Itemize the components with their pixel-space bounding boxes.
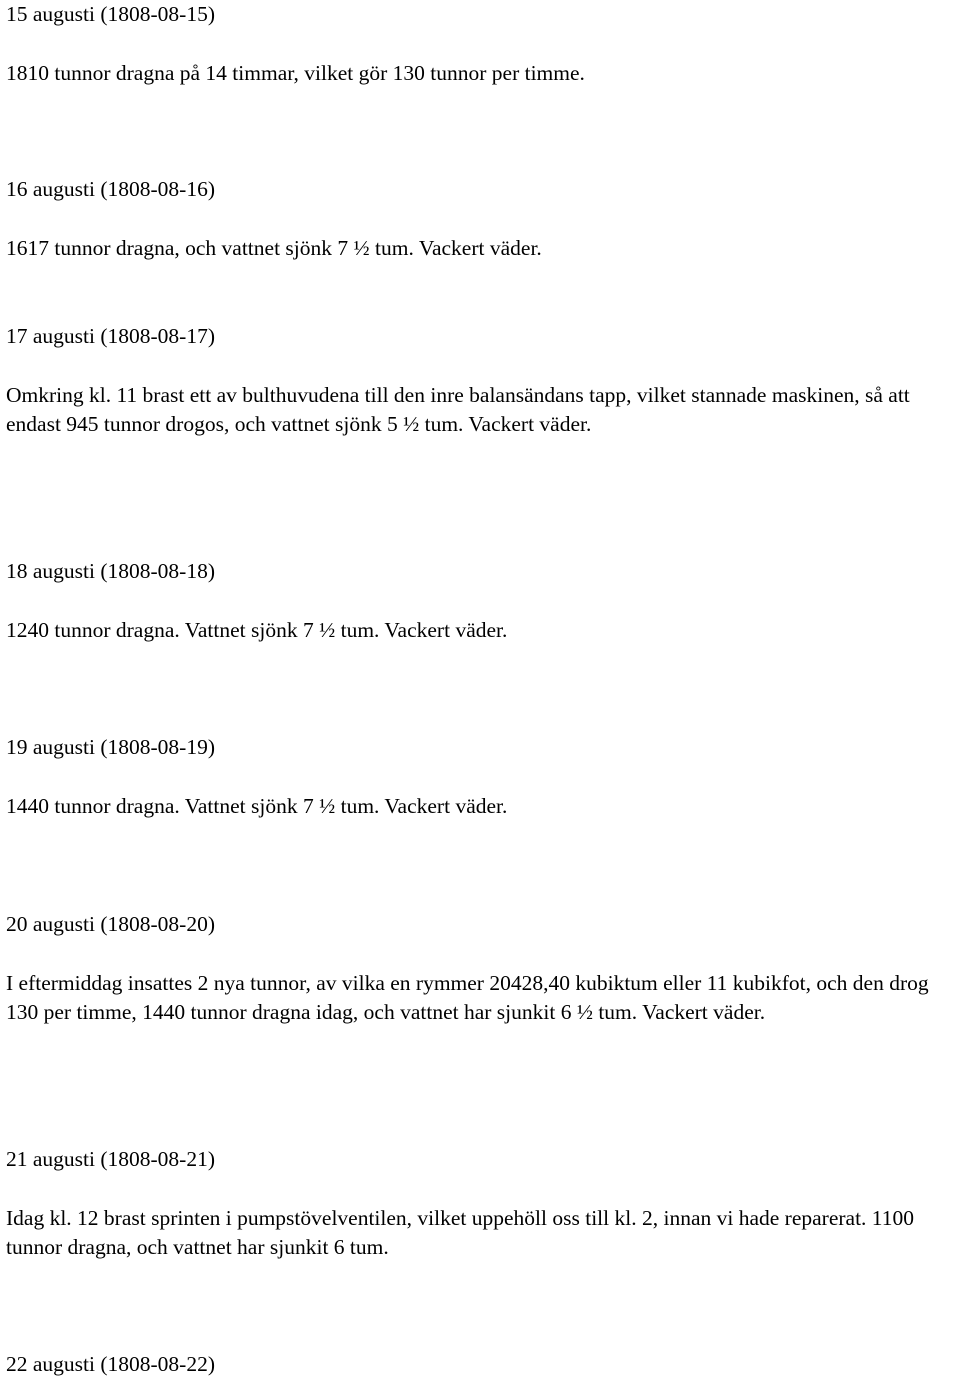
- diary-entry: [6, 557, 960, 645]
- entry-date: 17 augusti (1808-08-17): [6, 324, 215, 348]
- entry-text: 1617 tunnor dragna, och vattnet sjönk 7 ½ tum. Vackert väder.: [6, 235, 542, 260]
- entry-text: I eftermiddag insattes 2 nya tunnor, av vilka en rymmer 20428,40 kubiktum eller 11 kubikfot, och den drog 130 per timme, 1440 tunnor dragna idag, och vattnet har sjunkit 6 ½ tum. Vackert väder.: [6, 970, 929, 1024]
- diary-entry: [6, 322, 960, 440]
- entry-text: Idag kl. 12 brast sprinten i pumpstövelventilen, vilket uppehöll oss till kl. 2, innan vi hade reparerat. 1100 tunnor dragna, och vattnet har sjunkit 6 tum.: [6, 1205, 914, 1259]
- entry-date: 21 augusti (1808-08-21): [6, 1147, 215, 1171]
- diary-entry: [6, 1350, 960, 1380]
- entry-text: 1810 tunnor dragna på 14 timmar, vilket gör 130 tunnor per timme.: [6, 60, 585, 85]
- entry-text: 1440 tunnor dragna. Vattnet sjönk 7 ½ tum. Vackert väder.: [6, 793, 508, 818]
- entry-date: 20 augusti (1808-08-20): [6, 912, 215, 936]
- diary-entry: [6, 0, 960, 88]
- entry-date: 18 augusti (1808-08-18): [6, 559, 215, 583]
- entry-date: 19 augusti (1808-08-19): [6, 735, 215, 759]
- entry-date: 16 augusti (1808-08-16): [6, 177, 215, 201]
- diary-entry: [6, 733, 960, 821]
- entry-date: 22 augusti (1808-08-22): [6, 1352, 215, 1376]
- entry-text: 1240 tunnor dragna. Vattnet sjönk 7 ½ tum. Vackert väder.: [6, 617, 508, 642]
- entry-date: 15 augusti (1808-08-15): [6, 2, 215, 26]
- entry-text: Omkring kl. 11 brast ett av bulthuvudena till den inre balansändans tapp, vilket stannade maskinen, så att endast 945 tunnor drogos, och vattnet sjönk 5 ½ tum. Vackert väder.: [6, 382, 910, 436]
- diary-entry: [6, 1145, 960, 1263]
- diary-entry: [6, 910, 960, 1028]
- diary-entry: [6, 175, 960, 263]
